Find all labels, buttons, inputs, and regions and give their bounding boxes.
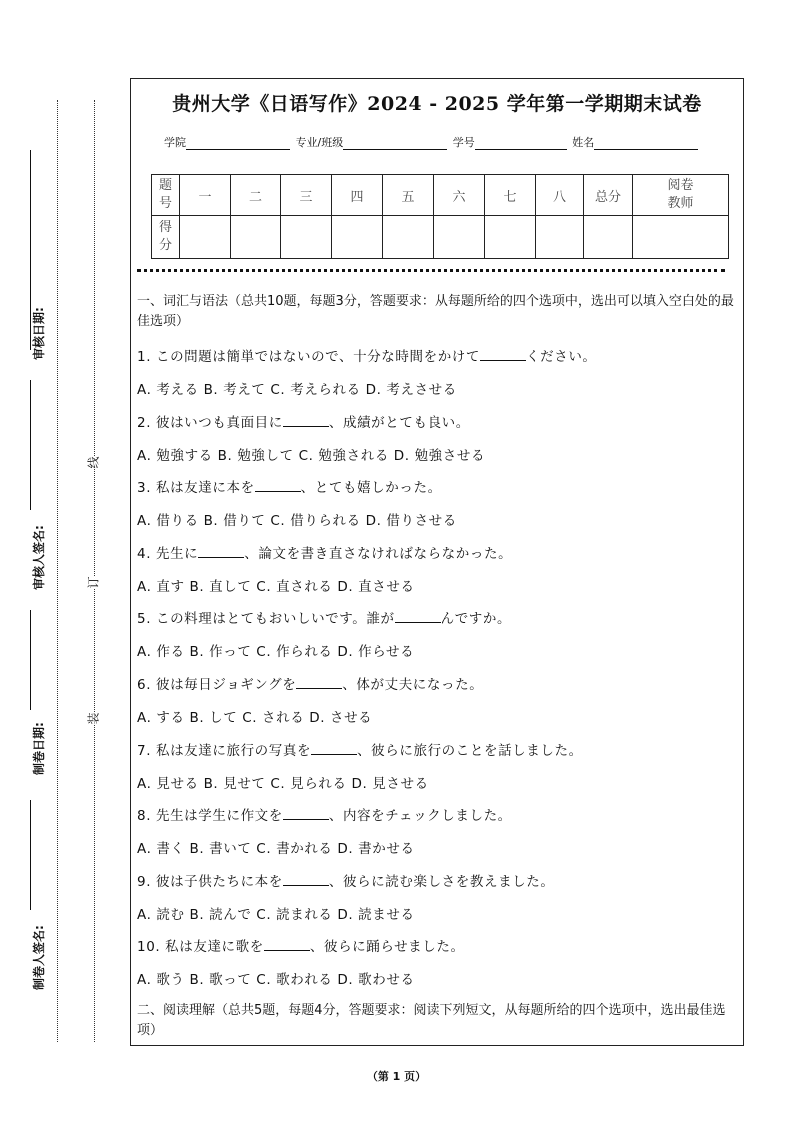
question-8 — [137, 804, 512, 824]
question-10-options[interactable]: A. 歌う B. 歌って C. 歌われる D. 歌わせる — [137, 972, 415, 989]
answer-blank[interactable] — [311, 742, 357, 755]
question-stem-end: 、彼らに踊らせました。 — [309, 939, 465, 956]
question-stem: 8. 先生は学生に作文を — [137, 808, 283, 825]
question-stem: 9. 彼は子供たちに本を — [137, 873, 283, 890]
question-stem-end: 、体が丈夫になった。 — [342, 677, 484, 693]
cut-line-char: 线 — [83, 456, 104, 468]
score-cell[interactable] — [485, 216, 536, 259]
question-9-options[interactable]: A. 読む B. 読んで C. 読まれる D. 読ませる — [137, 906, 415, 923]
student-id-field[interactable] — [475, 137, 567, 150]
paper-date-blank[interactable] — [30, 610, 31, 710]
section-two-heading: 二、阅读理解（总共5题，每题4分，答题要求：阅读下列短文，从每题所给的四个选项中，选出最佳选项） — [137, 1003, 726, 1038]
dotted-separator — [137, 269, 725, 272]
question-stem-end: 、論文を書き直さなければならなかった。 — [244, 545, 513, 562]
question-4 — [137, 542, 512, 562]
binding-line-outer — [57, 100, 58, 1042]
question-1 — [137, 345, 597, 365]
question-stem: 1. この問題は簡単ではないので、十分な時間をかけて — [137, 349, 481, 365]
question-5 — [137, 607, 511, 627]
question-stem: 3. 私は友達に本を — [137, 480, 255, 497]
reviewer-signature-label: 审核人签名: — [32, 525, 46, 590]
score-cell[interactable] — [180, 216, 231, 259]
major-class-field[interactable] — [343, 137, 447, 150]
score-cell[interactable] — [434, 216, 485, 259]
score-table-header-row — [152, 175, 729, 216]
answer-blank[interactable] — [198, 545, 244, 558]
question-5-options[interactable]: A. 作る B. 作って C. 作られる D. 作らせる — [137, 644, 415, 661]
question-3-options[interactable]: A. 借りる B. 借りて C. 借りられる D. 借りさせる — [137, 513, 457, 530]
question-stem: 7. 私は友達に旅行の写真を — [137, 742, 312, 759]
score-cell[interactable] — [281, 216, 332, 259]
question-stem-end: 、成績がとても良い。 — [328, 414, 470, 431]
cut-line-char: 订 — [83, 576, 104, 588]
question-stem-end: ください。 — [526, 349, 597, 365]
college-label: 学院 — [164, 136, 186, 149]
cut-line-char: 装 — [83, 712, 104, 724]
question-stem-end: 、彼らに読む楽しさを教えました。 — [328, 873, 555, 890]
header-cell: 阅卷教师 — [633, 175, 729, 216]
answer-blank[interactable] — [283, 873, 329, 886]
score-cell[interactable] — [536, 216, 584, 259]
reviewer-signature-blank[interactable] — [30, 380, 31, 510]
header-cell: 二 — [231, 175, 281, 216]
question-stem-end: 、とても嬉しかった。 — [300, 480, 442, 497]
answer-blank[interactable] — [296, 676, 342, 689]
header-cell: 四 — [332, 175, 383, 216]
question-3 — [137, 476, 442, 496]
score-row-label: 得分 — [152, 216, 180, 259]
question-8-options[interactable]: A. 書く B. 書いて C. 書かれる D. 書かせる — [137, 841, 415, 858]
exam-title: 贵州大学《日语写作》2024 - 2025 学年第一学期期末试卷 — [172, 93, 702, 115]
answer-blank[interactable] — [264, 938, 310, 951]
question-stem-end: 、内容をチェックしました。 — [328, 808, 512, 825]
review-date-blank[interactable] — [30, 150, 31, 350]
question-7-options[interactable]: A. 見せる B. 見せて C. 見られる D. 見させる — [137, 775, 429, 792]
question-stem: 10. 私は友達に歌を — [137, 939, 264, 956]
header-cell: 六 — [434, 175, 485, 216]
question-stem-end: 、彼らに旅行のことを話しました。 — [357, 742, 583, 759]
header-cell: 八 — [536, 175, 584, 216]
paper-date-label: 制卷日期: — [32, 722, 46, 775]
header-cell: 一 — [180, 175, 231, 216]
score-cell[interactable] — [633, 216, 729, 259]
score-cell[interactable] — [584, 216, 633, 259]
paper-maker-signature-label: 制卷人签名: — [32, 925, 46, 990]
student-id-label: 学号 — [452, 136, 475, 149]
answer-blank[interactable] — [480, 348, 526, 361]
section-one-heading: 一、词汇与语法（总共10题，每题3分，答题要求：从每题所给的四个选项中，选出可以填入空白处的最佳选项） — [137, 294, 734, 329]
name-label: 姓名 — [572, 136, 595, 149]
answer-blank[interactable] — [255, 479, 301, 492]
score-cell[interactable] — [383, 216, 434, 259]
question-2 — [137, 411, 470, 431]
answer-blank[interactable] — [283, 414, 329, 427]
score-table — [151, 174, 729, 259]
header-cell: 总分 — [584, 175, 633, 216]
review-date-label: 审核日期: — [32, 307, 46, 360]
question-2-options[interactable]: A. 勉強する B. 勉強して C. 勉強される D. 勉強させる — [137, 447, 486, 464]
score-cell[interactable] — [231, 216, 281, 259]
header-cell: 题号 — [152, 175, 180, 216]
page-number: （第 1 页） — [366, 1070, 427, 1083]
question-stem-end: んですか。 — [440, 611, 512, 628]
question-stem: 4. 先生に — [137, 545, 199, 562]
question-stem: 2. 彼はいつも真面目に — [137, 414, 283, 431]
question-1-options[interactable]: A. 考える B. 考えて C. 考えられる D. 考えさせる — [137, 382, 457, 398]
question-stem: 5. この料理はとてもおいしいです。誰が — [137, 611, 395, 628]
answer-blank[interactable] — [395, 610, 441, 623]
question-10 — [137, 935, 465, 955]
question-stem: 6. 彼は毎日ジョギングを — [137, 677, 297, 693]
score-cell[interactable] — [332, 216, 383, 259]
header-cell: 五 — [383, 175, 434, 216]
score-table-score-row — [152, 216, 729, 259]
paper-maker-signature-blank[interactable] — [30, 800, 31, 910]
question-6-options[interactable]: A. する B. して C. される D. させる — [137, 710, 373, 726]
question-9 — [137, 870, 554, 890]
name-field[interactable] — [594, 137, 698, 150]
student-info-row — [164, 134, 700, 150]
question-6 — [137, 673, 483, 693]
question-7 — [137, 739, 583, 759]
header-cell: 三 — [281, 175, 332, 216]
header-cell: 七 — [485, 175, 536, 216]
exam-frame — [130, 78, 744, 1046]
question-4-options[interactable]: A. 直す B. 直して C. 直される D. 直させる — [137, 578, 415, 595]
major-class-label: 专业/班级 — [295, 136, 344, 149]
answer-blank[interactable] — [283, 807, 329, 820]
college-field[interactable] — [186, 137, 290, 150]
binding-line-inner — [94, 100, 95, 1042]
